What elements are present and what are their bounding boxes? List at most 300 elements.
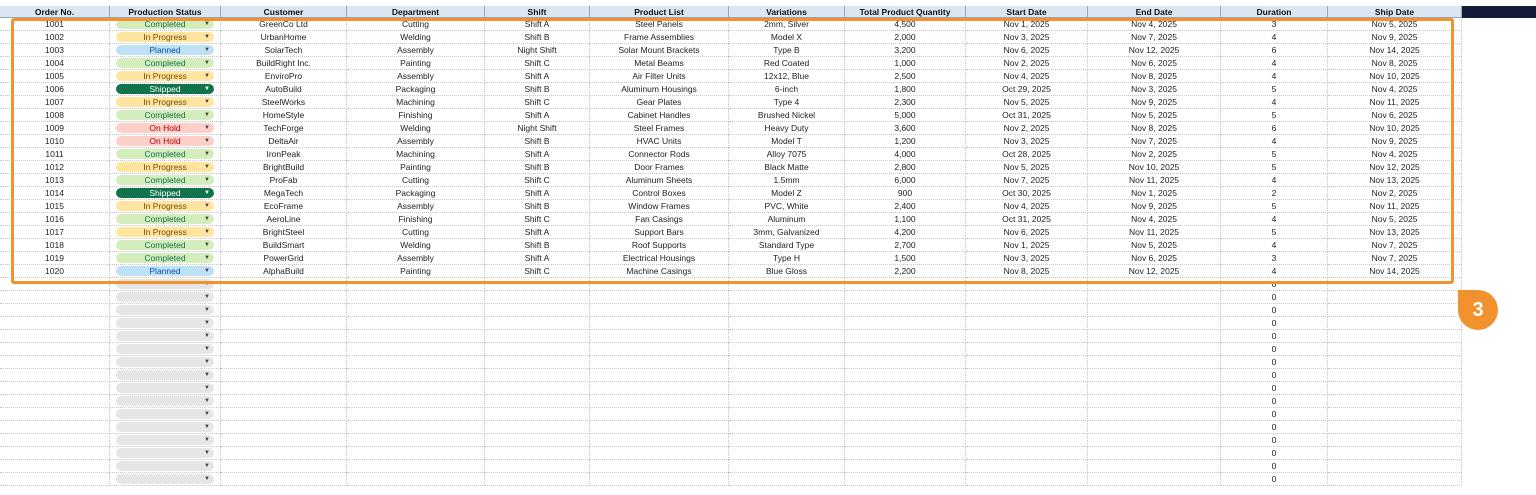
cell-start-date[interactable] [966, 408, 1088, 421]
cell-product-list[interactable]: Steel Frames [590, 122, 729, 135]
cell-product-list[interactable]: Cabinet Handles [590, 109, 729, 122]
cell-product-list[interactable] [590, 330, 729, 343]
cell-ship-date[interactable]: Nov 14, 2025 [1328, 265, 1462, 278]
cell-ship-date[interactable]: Nov 7, 2025 [1328, 239, 1462, 252]
cell-shift[interactable]: Night Shift [485, 44, 590, 57]
chevron-down-icon[interactable]: ▼ [204, 47, 210, 53]
cell-order-no[interactable] [0, 395, 110, 408]
column-header-production-status[interactable]: Production Status [110, 6, 221, 18]
cell-end-date[interactable]: Nov 12, 2025 [1088, 44, 1221, 57]
cell-duration[interactable]: 4 [1221, 70, 1328, 83]
cell-ship-date[interactable]: Nov 7, 2025 [1328, 252, 1462, 265]
cell-department[interactable] [347, 421, 485, 434]
status-dropdown-chip[interactable] [116, 305, 214, 315]
cell-start-date[interactable]: Nov 3, 2025 [966, 252, 1088, 265]
cell-order-no[interactable]: 1012 [0, 161, 110, 174]
cell-variations[interactable]: Type 4 [729, 96, 845, 109]
cell-variations[interactable]: Brushed Nickel [729, 109, 845, 122]
status-dropdown-chip[interactable] [116, 32, 214, 42]
cell-ship-date[interactable]: Nov 4, 2025 [1328, 83, 1462, 96]
cell-product-list[interactable] [590, 356, 729, 369]
cell-order-no[interactable] [0, 434, 110, 447]
cell-department[interactable]: Cutting [347, 174, 485, 187]
cell-product-list[interactable] [590, 408, 729, 421]
cell-start-date[interactable] [966, 473, 1088, 486]
cell-shift[interactable]: Shift A [485, 109, 590, 122]
chevron-down-icon[interactable]: ▼ [204, 60, 210, 66]
cell-duration[interactable]: 4 [1221, 57, 1328, 70]
status-dropdown-chip[interactable] [116, 461, 214, 471]
cell-duration[interactable]: 5 [1221, 200, 1328, 213]
cell-order-no[interactable] [0, 330, 110, 343]
cell-order-no[interactable] [0, 291, 110, 304]
status-dropdown-chip[interactable] [116, 409, 214, 419]
cell-shift[interactable] [485, 304, 590, 317]
cell-order-no[interactable]: 1009 [0, 122, 110, 135]
chevron-down-icon[interactable]: ▼ [204, 437, 210, 443]
cell-production-status[interactable] [110, 70, 221, 83]
cell-order-no[interactable]: 1020 [0, 265, 110, 278]
cell-ship-date[interactable] [1328, 356, 1462, 369]
status-dropdown-chip[interactable] [116, 318, 214, 328]
cell-production-status[interactable] [110, 109, 221, 122]
cell-total-product-quantity[interactable]: 1,200 [845, 135, 966, 148]
cell-product-list[interactable] [590, 382, 729, 395]
cell-ship-date[interactable]: Nov 10, 2025 [1328, 122, 1462, 135]
chevron-down-icon[interactable]: ▼ [204, 21, 210, 27]
cell-end-date[interactable]: Nov 5, 2025 [1088, 109, 1221, 122]
cell-department[interactable]: Machining [347, 96, 485, 109]
cell-customer[interactable]: AutoBuild [221, 83, 347, 96]
cell-customer[interactable]: BuildRight Inc. [221, 57, 347, 70]
chevron-down-icon[interactable]: ▼ [204, 203, 210, 209]
cell-production-status[interactable] [110, 83, 221, 96]
chevron-down-icon[interactable]: ▼ [204, 99, 210, 105]
cell-shift[interactable]: Shift C [485, 213, 590, 226]
cell-product-list[interactable]: Control Boxes [590, 187, 729, 200]
chevron-down-icon[interactable]: ▼ [204, 177, 210, 183]
cell-product-list[interactable] [590, 395, 729, 408]
column-header-start-date[interactable]: Start Date [966, 6, 1088, 18]
cell-variations[interactable] [729, 278, 845, 291]
cell-production-status[interactable] [110, 57, 221, 70]
cell-product-list[interactable]: Roof Supports [590, 239, 729, 252]
cell-production-status[interactable] [110, 408, 221, 421]
cell-department[interactable]: Assembly [347, 252, 485, 265]
chevron-down-icon[interactable]: ▼ [204, 372, 210, 378]
cell-duration[interactable]: 0 [1221, 447, 1328, 460]
cell-production-status[interactable] [110, 330, 221, 343]
cell-total-product-quantity[interactable]: 2,300 [845, 96, 966, 109]
cell-variations[interactable]: Black Matte [729, 161, 845, 174]
cell-end-date[interactable]: Nov 9, 2025 [1088, 96, 1221, 109]
cell-order-no[interactable] [0, 447, 110, 460]
cell-order-no[interactable]: 1016 [0, 213, 110, 226]
cell-start-date[interactable] [966, 317, 1088, 330]
cell-duration[interactable]: 4 [1221, 265, 1328, 278]
cell-department[interactable]: Packaging [347, 187, 485, 200]
cell-total-product-quantity[interactable]: 2,700 [845, 239, 966, 252]
chevron-down-icon[interactable]: ▼ [204, 86, 210, 92]
cell-duration[interactable]: 0 [1221, 291, 1328, 304]
chevron-down-icon[interactable]: ▼ [204, 151, 210, 157]
cell-ship-date[interactable] [1328, 369, 1462, 382]
cell-start-date[interactable]: Nov 3, 2025 [966, 31, 1088, 44]
cell-customer[interactable]: EnviroPro [221, 70, 347, 83]
cell-order-no[interactable]: 1004 [0, 57, 110, 70]
cell-duration[interactable]: 0 [1221, 473, 1328, 486]
cell-ship-date[interactable]: Nov 2, 2025 [1328, 187, 1462, 200]
cell-total-product-quantity[interactable]: 1,500 [845, 252, 966, 265]
cell-order-no[interactable] [0, 421, 110, 434]
cell-ship-date[interactable]: Nov 6, 2025 [1328, 109, 1462, 122]
cell-start-date[interactable] [966, 395, 1088, 408]
cell-shift[interactable]: Shift A [485, 226, 590, 239]
status-dropdown-chip[interactable] [116, 136, 214, 146]
status-dropdown-chip[interactable] [116, 448, 214, 458]
cell-production-status[interactable] [110, 213, 221, 226]
chevron-down-icon[interactable]: ▼ [204, 164, 210, 170]
cell-department[interactable]: Welding [347, 122, 485, 135]
cell-department[interactable] [347, 369, 485, 382]
cell-customer[interactable]: MegaTech [221, 187, 347, 200]
cell-shift[interactable]: Night Shift [485, 122, 590, 135]
cell-start-date[interactable]: Nov 1, 2025 [966, 239, 1088, 252]
cell-shift[interactable]: Shift A [485, 70, 590, 83]
status-dropdown-chip[interactable] [116, 45, 214, 55]
cell-customer[interactable]: BrightSteel [221, 226, 347, 239]
cell-end-date[interactable] [1088, 356, 1221, 369]
cell-total-product-quantity[interactable]: 2,000 [845, 31, 966, 44]
cell-end-date[interactable]: Nov 3, 2025 [1088, 83, 1221, 96]
cell-department[interactable]: Welding [347, 239, 485, 252]
cell-department[interactable]: Welding [347, 31, 485, 44]
cell-end-date[interactable]: Nov 4, 2025 [1088, 213, 1221, 226]
cell-total-product-quantity[interactable]: 900 [845, 187, 966, 200]
cell-variations[interactable]: Blue Gloss [729, 265, 845, 278]
status-dropdown-chip[interactable] [116, 292, 214, 302]
cell-order-no[interactable] [0, 382, 110, 395]
cell-start-date[interactable]: Nov 8, 2025 [966, 265, 1088, 278]
cell-shift[interactable] [485, 473, 590, 486]
cell-end-date[interactable] [1088, 278, 1221, 291]
status-dropdown-chip[interactable] [116, 422, 214, 432]
cell-department[interactable]: Machining [347, 148, 485, 161]
cell-variations[interactable] [729, 330, 845, 343]
status-dropdown-chip[interactable] [116, 370, 214, 380]
cell-start-date[interactable]: Nov 7, 2025 [966, 174, 1088, 187]
cell-order-no[interactable] [0, 460, 110, 473]
cell-variations[interactable]: Model Z [729, 187, 845, 200]
chevron-down-icon[interactable]: ▼ [204, 320, 210, 326]
cell-variations[interactable]: 12x12, Blue [729, 70, 845, 83]
cell-start-date[interactable] [966, 304, 1088, 317]
cell-production-status[interactable] [110, 148, 221, 161]
cell-variations[interactable] [729, 460, 845, 473]
cell-total-product-quantity[interactable]: 2,500 [845, 70, 966, 83]
cell-product-list[interactable]: Machine Casings [590, 265, 729, 278]
cell-product-list[interactable]: Aluminum Sheets [590, 174, 729, 187]
cell-duration[interactable]: 4 [1221, 213, 1328, 226]
cell-product-list[interactable]: Aluminum Housings [590, 83, 729, 96]
cell-shift[interactable] [485, 447, 590, 460]
cell-start-date[interactable] [966, 447, 1088, 460]
cell-ship-date[interactable] [1328, 421, 1462, 434]
status-dropdown-chip[interactable] [116, 227, 214, 237]
cell-end-date[interactable] [1088, 473, 1221, 486]
cell-total-product-quantity[interactable] [845, 304, 966, 317]
status-dropdown-chip[interactable] [116, 266, 214, 276]
cell-end-date[interactable] [1088, 317, 1221, 330]
status-dropdown-chip[interactable] [116, 474, 214, 484]
cell-end-date[interactable]: Nov 8, 2025 [1088, 122, 1221, 135]
cell-end-date[interactable] [1088, 408, 1221, 421]
cell-customer[interactable]: GreenCo Ltd [221, 18, 347, 31]
cell-start-date[interactable]: Nov 5, 2025 [966, 96, 1088, 109]
cell-variations[interactable]: 3mm, Galvanized [729, 226, 845, 239]
cell-start-date[interactable]: Nov 4, 2025 [966, 200, 1088, 213]
chevron-down-icon[interactable]: ▼ [204, 307, 210, 313]
chevron-down-icon[interactable]: ▼ [204, 359, 210, 365]
cell-order-no[interactable]: 1001 [0, 18, 110, 31]
cell-customer[interactable] [221, 291, 347, 304]
cell-end-date[interactable]: Nov 11, 2025 [1088, 226, 1221, 239]
cell-duration[interactable]: 0 [1221, 304, 1328, 317]
status-dropdown-chip[interactable] [116, 214, 214, 224]
cell-customer[interactable]: IronPeak [221, 148, 347, 161]
cell-ship-date[interactable] [1328, 447, 1462, 460]
cell-product-list[interactable] [590, 343, 729, 356]
cell-customer[interactable] [221, 356, 347, 369]
cell-variations[interactable]: Type B [729, 44, 845, 57]
cell-end-date[interactable]: Nov 6, 2025 [1088, 57, 1221, 70]
cell-start-date[interactable]: Oct 31, 2025 [966, 213, 1088, 226]
chevron-down-icon[interactable]: ▼ [204, 333, 210, 339]
cell-end-date[interactable]: Nov 9, 2025 [1088, 200, 1221, 213]
cell-department[interactable] [347, 343, 485, 356]
cell-customer[interactable]: EcoFrame [221, 200, 347, 213]
cell-product-list[interactable]: HVAC Units [590, 135, 729, 148]
cell-end-date[interactable] [1088, 291, 1221, 304]
cell-shift[interactable] [485, 291, 590, 304]
cell-variations[interactable]: Standard Type [729, 239, 845, 252]
cell-customer[interactable] [221, 317, 347, 330]
cell-customer[interactable] [221, 473, 347, 486]
chevron-down-icon[interactable]: ▼ [204, 138, 210, 144]
cell-production-status[interactable] [110, 135, 221, 148]
cell-ship-date[interactable] [1328, 291, 1462, 304]
cell-total-product-quantity[interactable] [845, 343, 966, 356]
cell-production-status[interactable] [110, 200, 221, 213]
cell-product-list[interactable] [590, 447, 729, 460]
cell-variations[interactable] [729, 395, 845, 408]
cell-total-product-quantity[interactable] [845, 408, 966, 421]
cell-order-no[interactable]: 1018 [0, 239, 110, 252]
chevron-down-icon[interactable]: ▼ [204, 268, 210, 274]
cell-product-list[interactable] [590, 434, 729, 447]
cell-order-no[interactable]: 1019 [0, 252, 110, 265]
cell-ship-date[interactable] [1328, 330, 1462, 343]
cell-duration[interactable]: 0 [1221, 278, 1328, 291]
cell-order-no[interactable]: 1010 [0, 135, 110, 148]
column-header-duration[interactable]: Duration [1221, 6, 1328, 18]
chevron-down-icon[interactable]: ▼ [204, 190, 210, 196]
chevron-down-icon[interactable]: ▼ [204, 385, 210, 391]
cell-customer[interactable]: AlphaBuild [221, 265, 347, 278]
chevron-down-icon[interactable]: ▼ [204, 34, 210, 40]
cell-production-status[interactable] [110, 44, 221, 57]
chevron-down-icon[interactable]: ▼ [204, 294, 210, 300]
status-dropdown-chip[interactable] [116, 357, 214, 367]
cell-production-status[interactable] [110, 356, 221, 369]
cell-duration[interactable]: 0 [1221, 434, 1328, 447]
cell-start-date[interactable]: Oct 31, 2025 [966, 109, 1088, 122]
cell-variations[interactable]: Model T [729, 135, 845, 148]
cell-customer[interactable] [221, 304, 347, 317]
cell-product-list[interactable]: Steel Panels [590, 18, 729, 31]
cell-department[interactable]: Assembly [347, 135, 485, 148]
cell-variations[interactable] [729, 447, 845, 460]
cell-end-date[interactable]: Nov 1, 2025 [1088, 187, 1221, 200]
cell-end-date[interactable]: Nov 10, 2025 [1088, 161, 1221, 174]
cell-ship-date[interactable]: Nov 12, 2025 [1328, 161, 1462, 174]
cell-order-no[interactable]: 1006 [0, 83, 110, 96]
status-dropdown-chip[interactable] [116, 201, 214, 211]
cell-end-date[interactable] [1088, 421, 1221, 434]
cell-shift[interactable] [485, 330, 590, 343]
cell-total-product-quantity[interactable] [845, 421, 966, 434]
cell-shift[interactable]: Shift B [485, 135, 590, 148]
status-dropdown-chip[interactable] [116, 110, 214, 120]
cell-start-date[interactable]: Oct 30, 2025 [966, 187, 1088, 200]
cell-end-date[interactable] [1088, 343, 1221, 356]
cell-shift[interactable]: Shift A [485, 18, 590, 31]
cell-department[interactable]: Assembly [347, 200, 485, 213]
status-dropdown-chip[interactable] [116, 435, 214, 445]
cell-ship-date[interactable]: Nov 5, 2025 [1328, 18, 1462, 31]
cell-order-no[interactable] [0, 408, 110, 421]
cell-order-no[interactable]: 1011 [0, 148, 110, 161]
cell-production-status[interactable] [110, 226, 221, 239]
column-header-variations[interactable]: Variations [729, 6, 845, 18]
cell-product-list[interactable] [590, 460, 729, 473]
chevron-down-icon[interactable]: ▼ [204, 424, 210, 430]
cell-order-no[interactable] [0, 473, 110, 486]
cell-total-product-quantity[interactable] [845, 460, 966, 473]
cell-ship-date[interactable]: Nov 5, 2025 [1328, 213, 1462, 226]
cell-duration[interactable]: 6 [1221, 122, 1328, 135]
cell-start-date[interactable] [966, 291, 1088, 304]
cell-start-date[interactable] [966, 382, 1088, 395]
cell-duration[interactable]: 2 [1221, 187, 1328, 200]
cell-end-date[interactable] [1088, 460, 1221, 473]
cell-duration[interactable]: 0 [1221, 421, 1328, 434]
cell-start-date[interactable]: Nov 3, 2025 [966, 135, 1088, 148]
cell-product-list[interactable]: Frame Assemblies [590, 31, 729, 44]
cell-ship-date[interactable]: Nov 11, 2025 [1328, 96, 1462, 109]
cell-department[interactable]: Packaging [347, 83, 485, 96]
cell-total-product-quantity[interactable]: 1,100 [845, 213, 966, 226]
cell-duration[interactable]: 0 [1221, 395, 1328, 408]
cell-total-product-quantity[interactable]: 1,000 [845, 57, 966, 70]
status-dropdown-chip[interactable] [116, 253, 214, 263]
cell-department[interactable] [347, 408, 485, 421]
cell-department[interactable] [347, 356, 485, 369]
cell-total-product-quantity[interactable] [845, 317, 966, 330]
cell-start-date[interactable]: Nov 5, 2025 [966, 161, 1088, 174]
cell-start-date[interactable] [966, 421, 1088, 434]
cell-production-status[interactable] [110, 31, 221, 44]
cell-customer[interactable] [221, 434, 347, 447]
cell-production-status[interactable] [110, 473, 221, 486]
cell-total-product-quantity[interactable]: 6,000 [845, 174, 966, 187]
column-header-order-no[interactable]: Order No. [0, 6, 110, 18]
cell-ship-date[interactable]: Nov 9, 2025 [1328, 135, 1462, 148]
cell-customer[interactable]: DeltaAir [221, 135, 347, 148]
cell-variations[interactable] [729, 356, 845, 369]
cell-product-list[interactable]: Fan Casings [590, 213, 729, 226]
cell-start-date[interactable] [966, 434, 1088, 447]
status-dropdown-chip[interactable] [116, 71, 214, 81]
cell-total-product-quantity[interactable]: 5,000 [845, 109, 966, 122]
cell-production-status[interactable] [110, 304, 221, 317]
cell-ship-date[interactable] [1328, 304, 1462, 317]
cell-customer[interactable] [221, 460, 347, 473]
cell-total-product-quantity[interactable] [845, 291, 966, 304]
cell-order-no[interactable]: 1002 [0, 31, 110, 44]
cell-total-product-quantity[interactable] [845, 382, 966, 395]
cell-end-date[interactable]: Nov 11, 2025 [1088, 174, 1221, 187]
cell-duration[interactable]: 4 [1221, 174, 1328, 187]
cell-end-date[interactable] [1088, 447, 1221, 460]
cell-end-date[interactable]: Nov 7, 2025 [1088, 31, 1221, 44]
cell-shift[interactable] [485, 317, 590, 330]
cell-ship-date[interactable]: Nov 8, 2025 [1328, 57, 1462, 70]
cell-duration[interactable]: 0 [1221, 382, 1328, 395]
chevron-down-icon[interactable]: ▼ [204, 112, 210, 118]
cell-end-date[interactable]: Nov 7, 2025 [1088, 135, 1221, 148]
cell-production-status[interactable] [110, 174, 221, 187]
cell-shift[interactable]: Shift B [485, 239, 590, 252]
cell-duration[interactable]: 5 [1221, 148, 1328, 161]
cell-end-date[interactable] [1088, 304, 1221, 317]
chevron-down-icon[interactable]: ▼ [204, 450, 210, 456]
cell-variations[interactable] [729, 473, 845, 486]
cell-ship-date[interactable] [1328, 408, 1462, 421]
cell-shift[interactable] [485, 356, 590, 369]
cell-variations[interactable]: 2mm, Silver [729, 18, 845, 31]
cell-total-product-quantity[interactable]: 2,800 [845, 161, 966, 174]
cell-duration[interactable]: 4 [1221, 31, 1328, 44]
cell-production-status[interactable] [110, 239, 221, 252]
cell-department[interactable]: Cutting [347, 226, 485, 239]
cell-variations[interactable] [729, 408, 845, 421]
status-dropdown-chip[interactable] [116, 175, 214, 185]
cell-start-date[interactable]: Nov 6, 2025 [966, 226, 1088, 239]
cell-shift[interactable] [485, 434, 590, 447]
cell-order-no[interactable]: 1007 [0, 96, 110, 109]
cell-production-status[interactable] [110, 460, 221, 473]
cell-customer[interactable]: TechForge [221, 122, 347, 135]
cell-duration[interactable]: 6 [1221, 44, 1328, 57]
cell-variations[interactable] [729, 382, 845, 395]
cell-order-no[interactable]: 1008 [0, 109, 110, 122]
cell-start-date[interactable] [966, 330, 1088, 343]
cell-duration[interactable]: 0 [1221, 343, 1328, 356]
cell-production-status[interactable] [110, 187, 221, 200]
cell-production-status[interactable] [110, 382, 221, 395]
cell-production-status[interactable] [110, 161, 221, 174]
